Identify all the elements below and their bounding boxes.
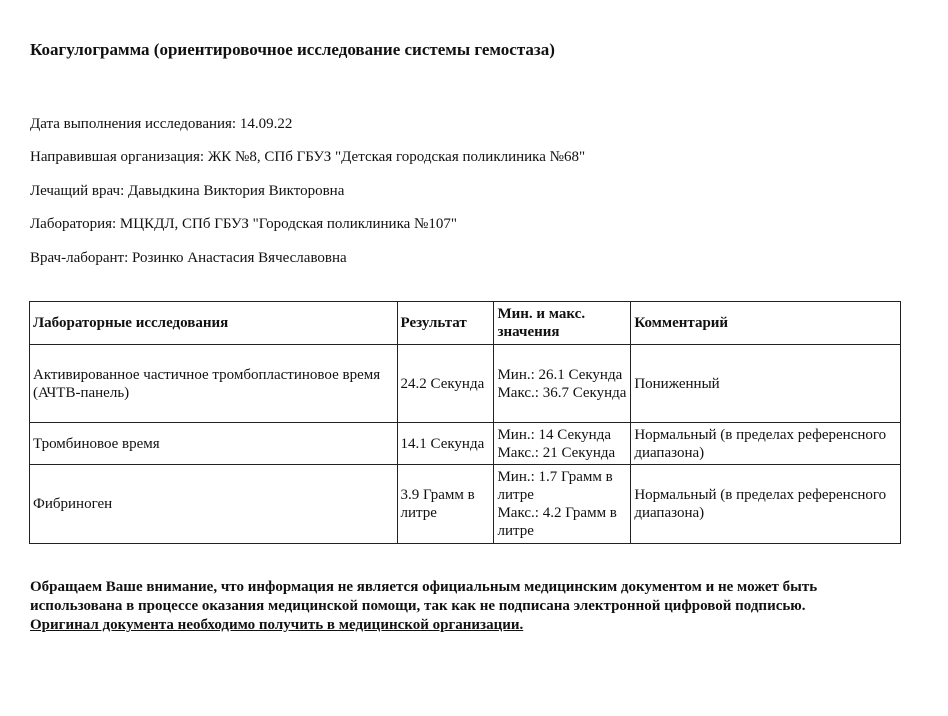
- cell-result: 24.2 Секунда: [397, 345, 494, 423]
- cell-test: Фибриноген: [30, 465, 398, 544]
- disclaimer-original-note: Оригинал документа необходимо получить в медицинской организации.: [30, 617, 524, 633]
- cell-result: 3.9 Грамм в литре: [397, 465, 494, 544]
- range-min: Мин.: 1.7 Грамм в литре: [497, 469, 613, 503]
- cell-comment: Пониженный: [631, 345, 901, 423]
- header-range: Мин. и макс. значения: [494, 302, 631, 345]
- meta-date: Дата выполнения исследования: 14.09.22: [30, 116, 293, 132]
- results-table: [29, 301, 901, 544]
- header-result: Результат: [397, 302, 494, 345]
- cell-result: 14.1 Секунда: [397, 423, 494, 465]
- cell-range: [494, 345, 631, 423]
- cell-range: [494, 423, 631, 465]
- cell-comment: Нормальный (в пределах референсного диапазона): [631, 423, 901, 465]
- cell-comment: Нормальный (в пределах референсного диапазона): [631, 465, 901, 544]
- meta-laboratory: Лаборатория: МЦКДЛ, СПб ГБУЗ "Городская поликлиника №107": [30, 216, 457, 232]
- document-title: Коагулограмма (ориентировочное исследование системы гемостаза): [30, 40, 555, 59]
- range-min: Мин.: 26.1 Секунда: [497, 366, 623, 383]
- range-max: Макс.: 36.7 Секунда: [497, 384, 627, 401]
- meta-organization: Направившая организация: ЖК №8, СПб ГБУЗ "Детская городская поликлиника №68": [30, 149, 586, 165]
- cell-test: Тромбиновое время: [30, 423, 398, 465]
- cell-range: [494, 465, 631, 544]
- cell-test: Активированное частичное тромбопластиновое время (АЧТВ-панель): [30, 345, 398, 423]
- header-test: Лабораторные исследования: [30, 302, 398, 345]
- table-row: [30, 465, 901, 544]
- disclaimer-notice: [30, 578, 910, 635]
- meta-doctor: Лечащий врач: Давыдкина Виктория Викторовна: [30, 183, 345, 199]
- header-comment: Комментарий: [631, 302, 901, 345]
- table-header-row: [30, 302, 901, 345]
- range-min: Мин.: 14 Секунда: [497, 426, 612, 443]
- range-max: Макс.: 21 Секунда: [497, 444, 616, 461]
- table-row: [30, 345, 901, 423]
- table-row: [30, 423, 901, 465]
- range-max: Макс.: 4.2 Грамм в литре: [497, 505, 617, 539]
- meta-lab-doctor: Врач-лаборант: Розинко Анастасия Вячеславовна: [30, 250, 347, 266]
- disclaimer-text: Обращаем Ваше внимание, что информация не является официальным медицинским документом и не может быть использована в процессе оказания медицинской помощи, так как не подписана электронной цифровой подписью.: [30, 579, 818, 614]
